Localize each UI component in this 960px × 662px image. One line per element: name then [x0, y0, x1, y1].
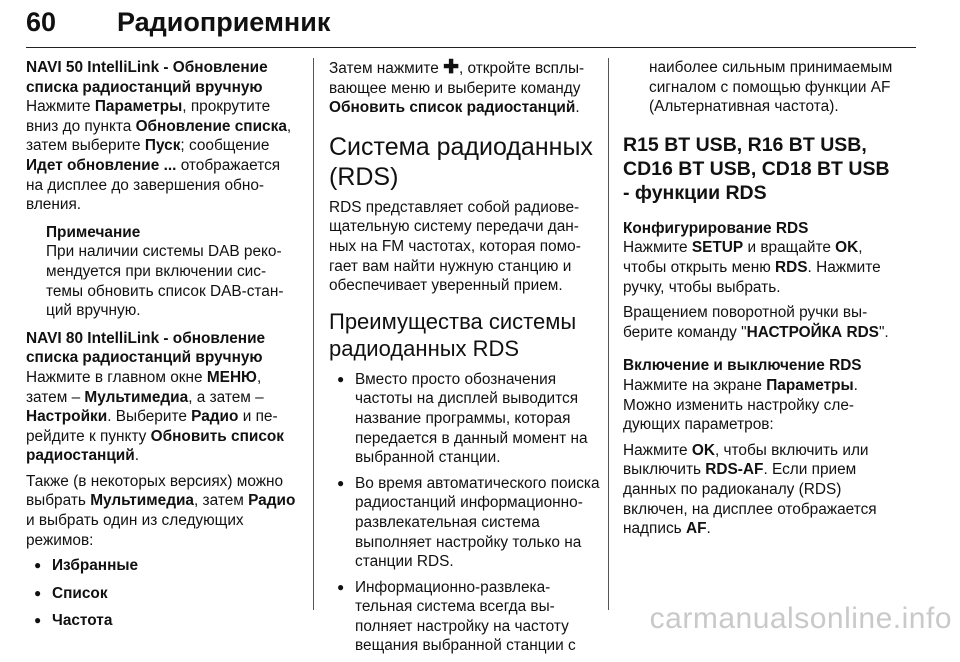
section-heading-navi80: NAVI 80 IntelliLink - обновление списка радиостанций вручную — [26, 329, 266, 367]
list-item: ● Информационно-развлекательная система всегда выполняет настройку на частоту вещания выбранной станции с — [329, 578, 601, 656]
page-number: 60 — [26, 7, 57, 37]
paragraph-update: Затем нажмите ✚, откройте всплывающее меню и выберите команду Обновить список радиостанций. — [329, 57, 585, 117]
page-title: Радиоприемник — [117, 7, 331, 37]
page-header — [26, 4, 916, 50]
note-block — [46, 223, 298, 321]
paragraph-rotate: Вращением поворотной ручки выберите команду "НАСТРОЙКА RDS". — [623, 304, 889, 341]
list-item: ● Список — [26, 584, 298, 604]
paragraph-af: Нажмите OK, чтобы включить или выключить RDS-AF. Если прием данных по радиоканалу (RDS) включен, на дисплее отображается надпись AF. — [623, 441, 877, 538]
paragraph-navi80: Нажмите в главном окне МЕНЮ, затем – Мультимедиа, а затем – Настройки. Выберите Радио и перейдите к пункту Обновить список радиостанций. — [26, 368, 285, 465]
list-item: ● Избранные — [26, 556, 298, 576]
plus-icon: ✚ — [443, 57, 459, 78]
column-3 — [623, 58, 893, 545]
paragraph-modes: Также (в некоторых версиях) можно выбрать Мультимедиа, затем Радио и выбрать один из следующих режимов: — [26, 472, 296, 549]
subheading-config: Конфигурирование RDS — [623, 219, 809, 237]
column-2 — [329, 58, 601, 662]
paragraph-params: Нажмите на экране Параметры. Можно изменить настройку следующих параметров: — [623, 376, 858, 434]
column-divider-2 — [608, 58, 609, 610]
list-item: ● Вместо просто обозначения частоты на дисплей выводится название программы, которая передается в данный момент на выбранной станции. — [329, 370, 601, 468]
section-heading-rds: Система радиоданных (RDS) — [329, 132, 593, 191]
paragraph-rds: RDS представляет собой радиовещательную систему передачи данных на FM частотах, которая помогает вам найти нужную станцию и обеспечивает уверенный прием. — [329, 198, 581, 295]
note-text: При наличии системы DAB рекомендуется при включении системы обновить список DAB-станций вручную. — [46, 243, 284, 320]
list-item: ● Частота — [26, 611, 298, 631]
header-divider — [26, 47, 916, 48]
paragraph-config: Нажмите SETUP и вращайте OK, чтобы открыть меню RDS. Нажмите ручку, чтобы выбрать. — [623, 239, 881, 296]
paragraph-navi50: Нажмите Параметры, прокрутите вниз до пункта Обновление списка, затем выберите Пуск; сообщение Идет обновление ... отображается на дисплее до завершения обновления. — [26, 98, 292, 214]
section-heading-r15: R15 BT USB, R16 BT USB, CD16 BT USB, CD18 BT USB - функции RDS — [623, 133, 890, 204]
modes-list — [26, 556, 298, 631]
column-1 — [26, 58, 298, 639]
subheading-onoff: Включение и выключение RDS — [623, 357, 862, 375]
section-heading-navi50: NAVI 50 IntelliLink - Обновление списка радиостанций вручную — [26, 59, 268, 96]
list-item: ● Во время автоматического поиска радиостанций информационно-развлекательная система выполняет настройку только на станции RDS. — [329, 474, 601, 572]
section-heading-advantages: Преимущества системы радиоданных RDS — [329, 308, 577, 361]
watermark: carmanualsonline.info — [649, 602, 952, 635]
advantages-list — [329, 370, 601, 656]
note-title: Примечание — [46, 223, 141, 241]
column-divider-1 — [313, 58, 314, 610]
paragraph-continuation: наиболее сильным принимаемым сигналом с помощью функции AF (Альтернативная частота). — [649, 59, 893, 116]
